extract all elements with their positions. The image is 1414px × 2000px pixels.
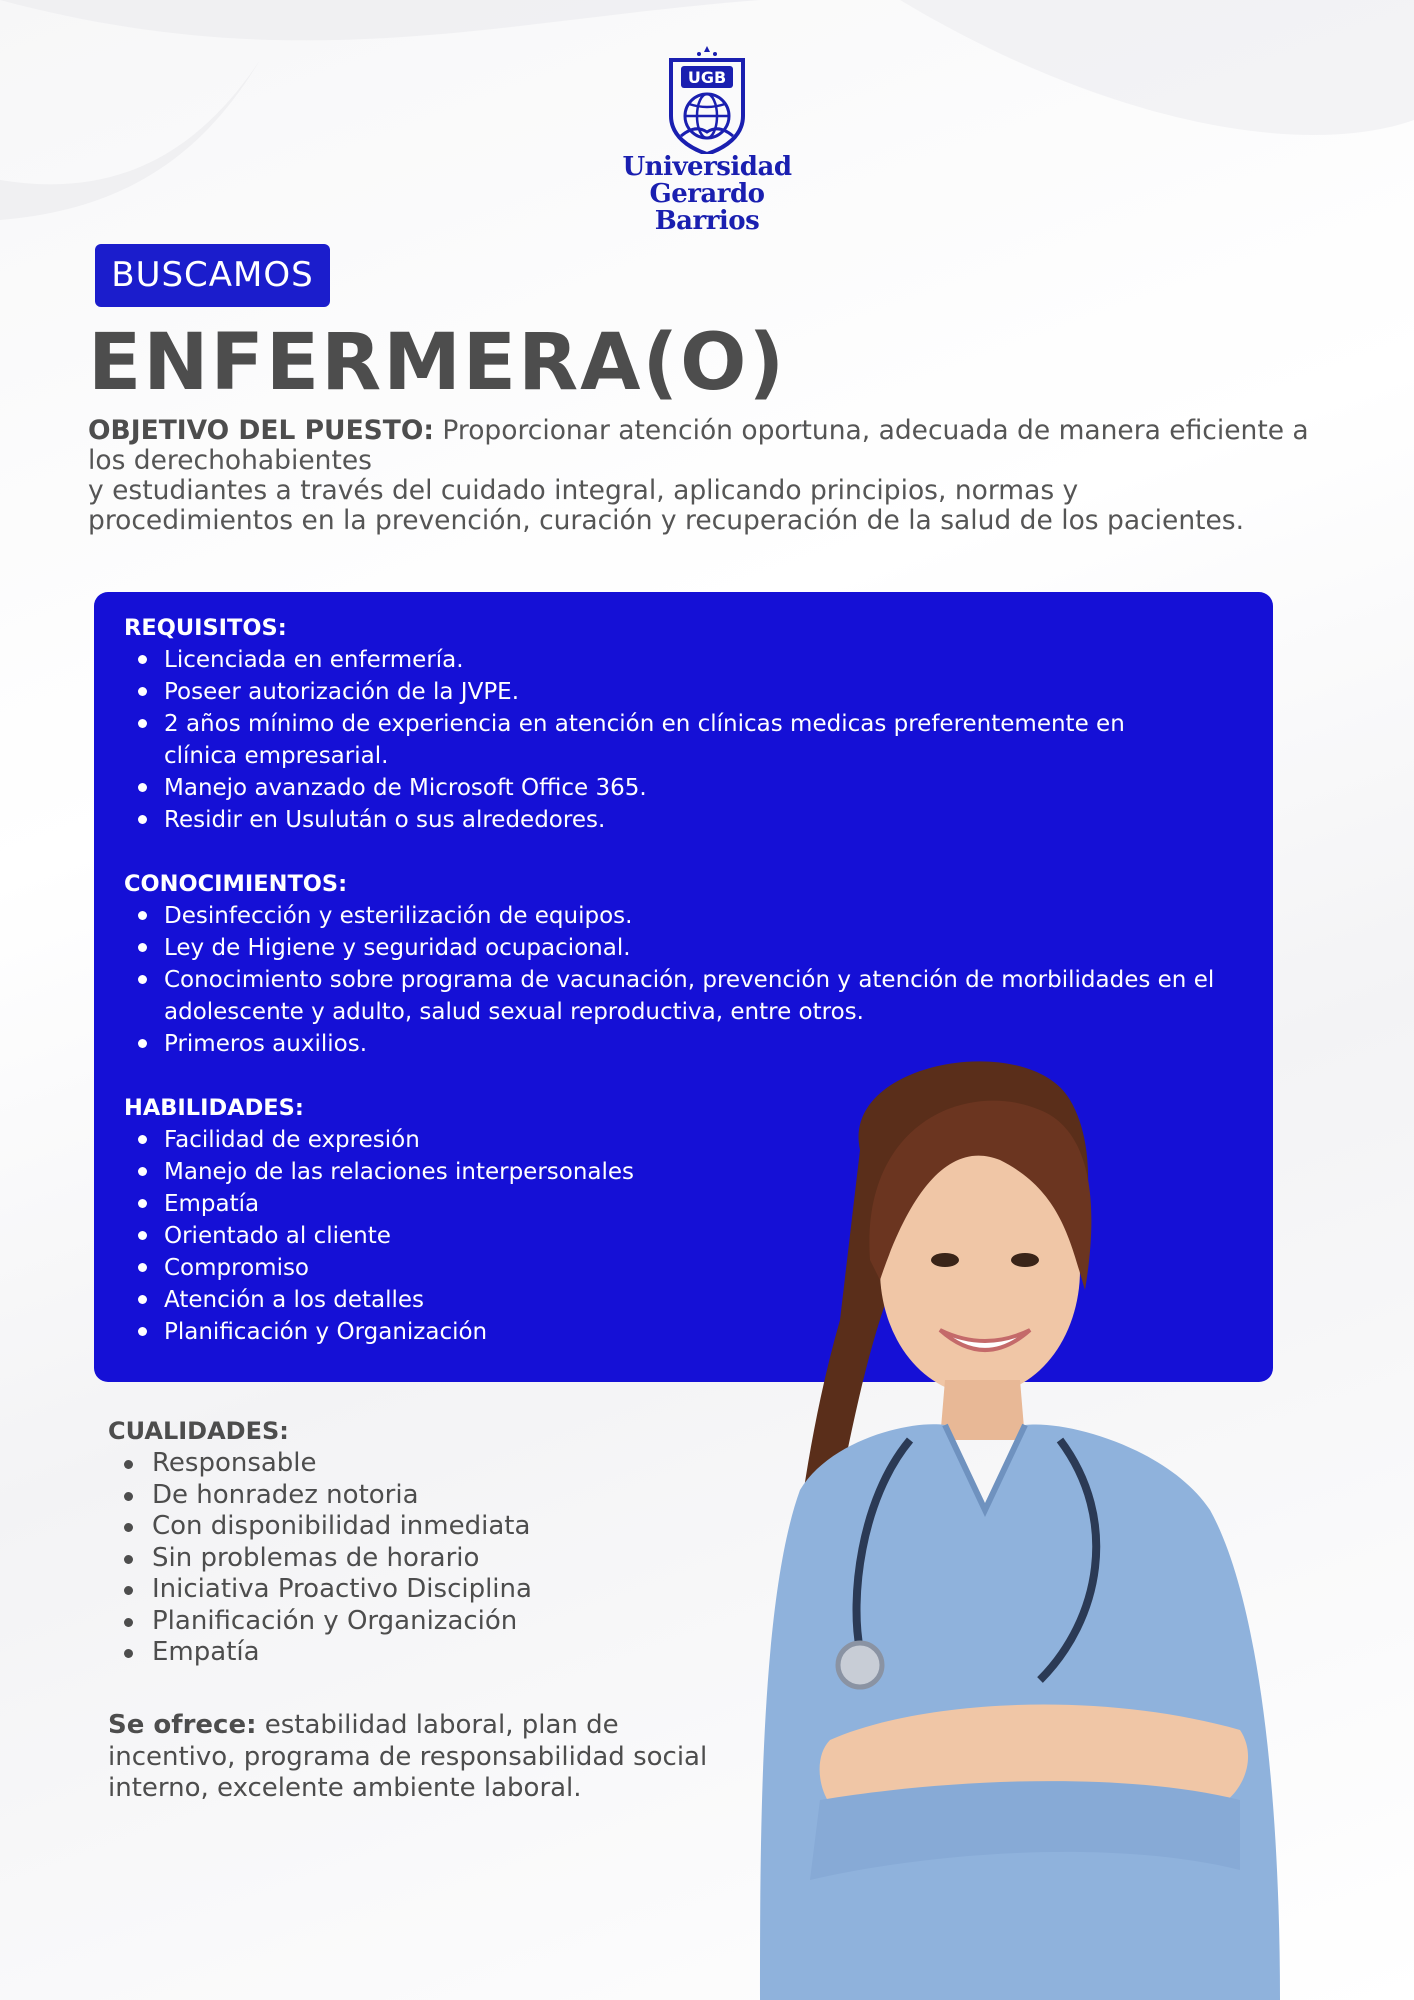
cualidades-title: CUALIDADES: xyxy=(108,1417,289,1445)
list-item: Planificación y Organización xyxy=(108,1606,708,1638)
job-title: ENFERMERA(O) xyxy=(88,318,787,408)
hiring-badge: BUSCAMOS xyxy=(95,244,330,307)
university-logo xyxy=(607,44,807,235)
svg-text:UGB: UGB xyxy=(687,68,727,87)
list-item: Responsable xyxy=(108,1448,708,1480)
list-item: Planificación y Organización xyxy=(124,1316,1234,1348)
requisitos-title: REQUISITOS: xyxy=(124,615,287,641)
list-item: Sin problemas de horario xyxy=(108,1543,708,1575)
shield-globe-icon xyxy=(667,44,747,154)
university-name-line2: Gerardo Barrios xyxy=(649,179,765,236)
objective-label: OBJETIVO DEL PUESTO: xyxy=(88,415,434,446)
university-name-line1: Universidad xyxy=(622,152,792,182)
list-item: Licenciada en enfermería. xyxy=(124,644,1234,676)
list-item: Desinfección y esterilización de equipos. xyxy=(124,900,1234,932)
list-item: Empatía xyxy=(108,1637,708,1669)
requisitos-list xyxy=(124,644,1234,836)
offer-label: Se ofrece: xyxy=(108,1710,257,1740)
list-item: De honradez notoria xyxy=(108,1480,708,1512)
conocimientos-list xyxy=(124,900,1234,1060)
list-item: Manejo avanzado de Microsoft Office 365. xyxy=(124,772,1234,804)
list-item: Empatía xyxy=(124,1188,1234,1220)
list-item: Con disponibilidad inmediata xyxy=(108,1511,708,1543)
offer-body: estabilidad laboral, plan de incentivo, programa de responsabilidad social interno, excelente ambiente laboral. xyxy=(108,1710,708,1803)
list-item: Residir en Usulután o sus alrededores. xyxy=(124,804,1234,836)
job-objective xyxy=(88,416,1338,536)
list-item: Manejo de las relaciones interpersonales xyxy=(124,1156,1234,1188)
list-item: Conocimiento sobre programa de vacunación, prevención y atención de morbilidades en el adolescente y adulto, salud sexual reproductiva, entre otros. xyxy=(124,964,1234,1028)
list-item: Poseer autorización de la JVPE. xyxy=(124,676,1234,708)
list-item: Ley de Higiene y seguridad ocupacional. xyxy=(124,932,1234,964)
list-item: Atención a los detalles xyxy=(124,1284,1234,1316)
conocimientos-title: CONOCIMIENTOS: xyxy=(124,871,348,897)
objective-text-1: Proporcionar atención oportuna, adecuada de manera eficiente a los derechohabientes xyxy=(88,415,1309,476)
objective-text-3: procedimientos en la prevención, curación y recuperación de la salud de los pacientes. xyxy=(88,505,1245,536)
list-item: Facilidad de expresión xyxy=(124,1124,1234,1156)
list-item: Compromiso xyxy=(124,1252,1234,1284)
offer-text xyxy=(108,1710,748,1805)
list-item: Primeros auxilios. xyxy=(124,1028,1234,1060)
list-item: 2 años mínimo de experiencia en atención en clínicas medicas preferentemente en clínica empresarial. xyxy=(124,708,1184,772)
list-item: Orientado al cliente xyxy=(124,1220,1234,1252)
cualidades-list xyxy=(108,1448,708,1669)
habilidades-title: HABILIDADES: xyxy=(124,1095,304,1121)
list-item: Iniciativa Proactivo Disciplina xyxy=(108,1574,708,1606)
nurse-photo xyxy=(740,1040,1414,2000)
objective-text-2: y estudiantes a través del cuidado integral, aplicando principios, normas y xyxy=(88,475,1079,506)
cualidades-section xyxy=(108,1414,708,1669)
